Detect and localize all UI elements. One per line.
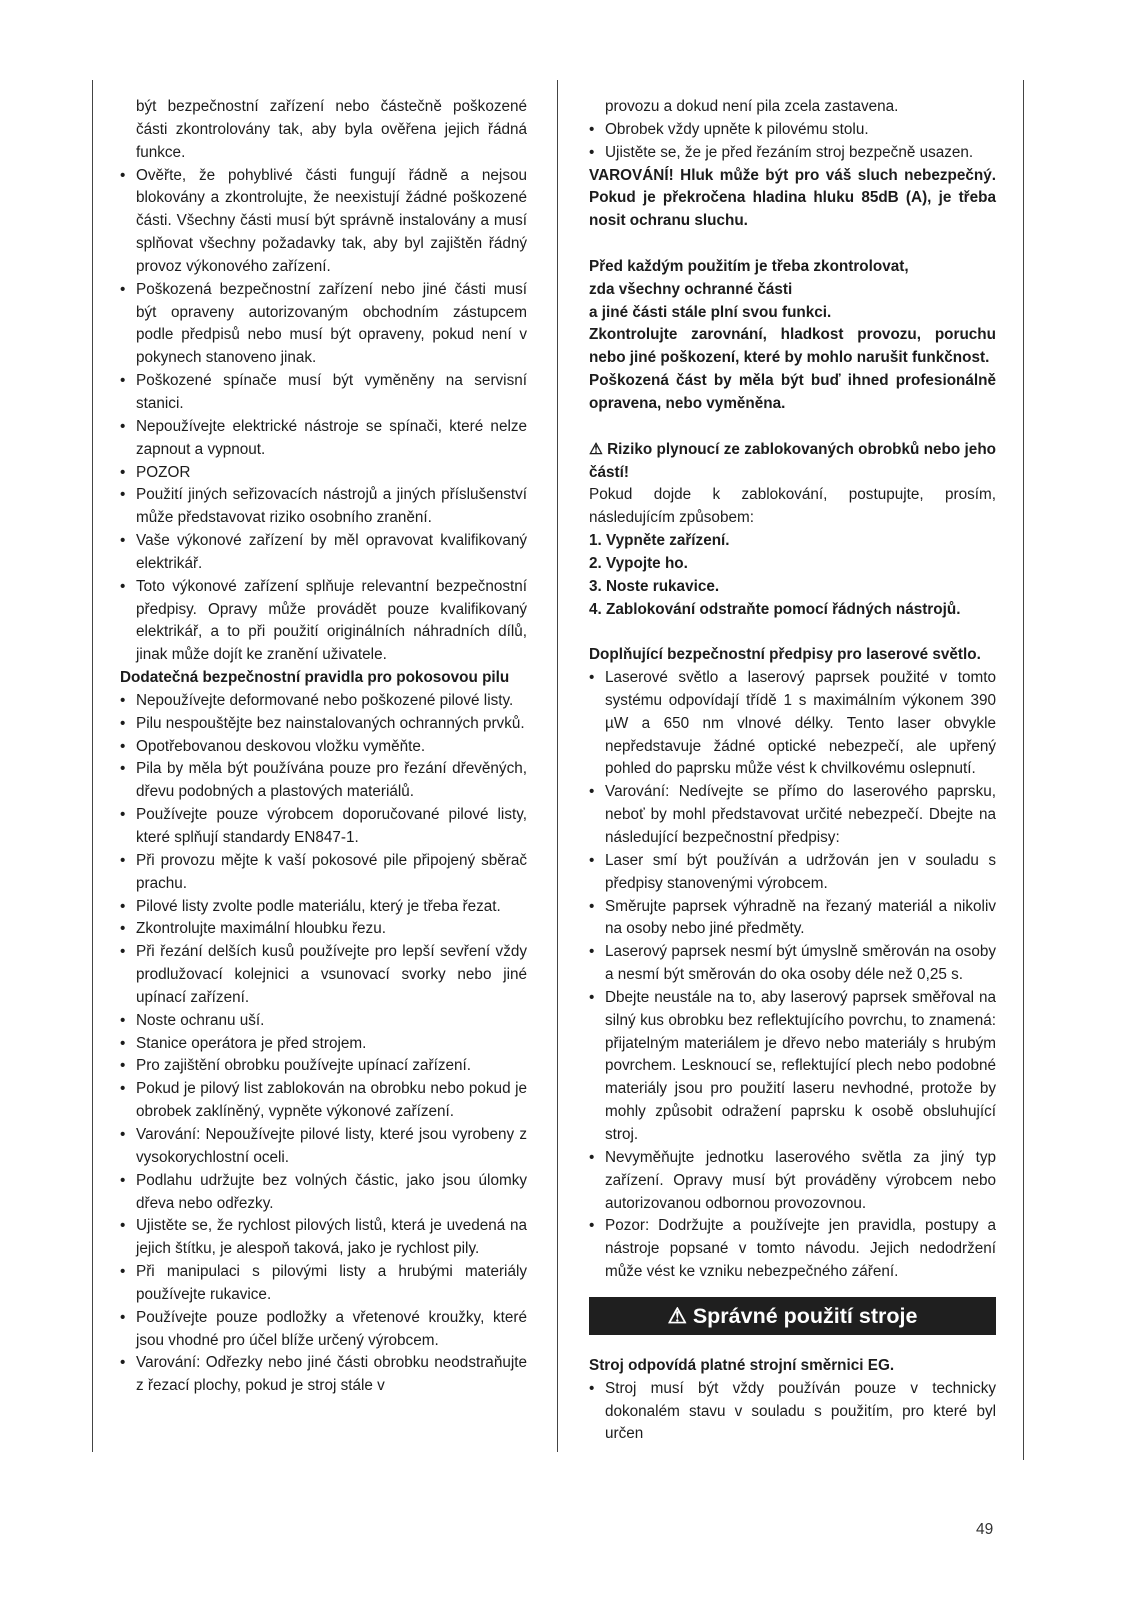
- intro-continuation: být bezpečnostní zařízení nebo částečně poškozené části zkontrolovány tak, aby byla ověřena jejich řádná funkce.: [136, 98, 527, 161]
- list-item: • Noste ochranu uší.: [120, 1010, 527, 1033]
- list-item: • Zkontrolujte maximální hloubku řezu.: [120, 918, 527, 941]
- list-item: • Ujistěte se, že rychlost pilových listů, která je uvedená na jejich štítku, je alespoň taková, jako je rychlost pily.: [120, 1215, 527, 1261]
- list-item: • Ujistěte se, že je před řezáním stroj bezpečně usazen.: [589, 142, 996, 165]
- list-item: • Pro zajištění obrobku používejte upínací zařízení.: [120, 1055, 527, 1078]
- section-banner: [589, 1297, 996, 1335]
- list-item: • Pila by měla být používána pouze pro řezání dřevěných, dřevu podobných a plastových materiálů.: [120, 758, 527, 804]
- check-line: Před každým použitím je třeba zkontrolovat,: [589, 257, 909, 275]
- list-item: • Nepoužívejte deformované nebo poškozené pilové listy.: [120, 690, 527, 713]
- list-item: • Pozor: Dodržujte a používejte jen pravidla, postupy a nástroje popsané v tomto návodu. Jejich nedodržení může vést ke vzniku nebezpečného záření.: [589, 1215, 996, 1284]
- check-line: a jiné části stále plní svou funkci.: [589, 303, 832, 321]
- continuation-text: provozu a dokud není pila zcela zastavena.: [605, 98, 899, 115]
- check-line: zda všechny ochranné části: [589, 280, 793, 298]
- list-item: • Stanice operátora je před strojem.: [120, 1033, 527, 1056]
- left-margin-rule: [92, 80, 93, 1452]
- list-item: • Při provozu mějte k vaší pokosové pile připojený sběrač prachu.: [120, 850, 527, 896]
- laser-heading: Doplňující bezpečnostní předpisy pro laserové světlo.: [589, 646, 981, 664]
- list-item: • Poškozené spínače musí být vyměněny na servisní stanici.: [120, 370, 527, 416]
- list-item: • Při manipulaci s pilovými listy a hrubými materiály používejte rukavice.: [120, 1261, 527, 1307]
- list-item: • Toto výkonové zařízení splňuje relevantní bezpečnostní předpisy. Opravy může provádět pouze kvalifikovaný elektrikář, a to při použití originálních náhradních dílů, jinak může dojít ke zranění uživatele.: [120, 576, 527, 667]
- saw-rules-list: [120, 690, 527, 1398]
- spacer: [589, 621, 996, 644]
- list-item: • Opotřebovanou deskovou vložku vyměňte.: [120, 736, 527, 759]
- list-item: • Podlahu udržujte bez volných částic, jako jsou úlomky dřeva nebo odřezky.: [120, 1170, 527, 1216]
- list-item: • Laser smí být používán a udržován jen v souladu s předpisy stanovenými výrobcem.: [589, 850, 996, 896]
- check-paragraph: Zkontrolujte zarovnání, hladkost provozu, poruchu nebo jiné poškození, které by mohlo narušit funkčnost.: [589, 326, 996, 367]
- list-item: • Poškozená bezpečnostní zařízení nebo jiné části musí být opraveny autorizovaným obchodním zástupcem podle předpisů nebo musí být opraveny, pokud není v pokynech stanoveno jinak.: [120, 279, 527, 370]
- eg-heading: Stroj odpovídá platné strojní směrnici EG.: [589, 1356, 895, 1374]
- list-item: • Vaše výkonové zařízení by měl opravovat kvalifikovaný elektrikář.: [120, 530, 527, 576]
- spacer: [589, 416, 996, 439]
- list-item: • Používejte pouze výrobcem doporučované pilové listy, které splňují standardy EN847-1.: [120, 804, 527, 850]
- list-item: • Varování: Nedívejte se přímo do laserového paprsku, neboť by mohl představovat určité nebezpečí. Dbejte na následující bezpečnostní předpisy:: [589, 781, 996, 850]
- safety-bullets-list: [120, 165, 527, 668]
- step-item: 1. Vypněte zařízení.: [589, 532, 730, 550]
- warning-triangle-icon: ⚠: [589, 440, 603, 458]
- list-item: • Obrobek vždy upněte k pilovému stolu.: [589, 119, 996, 142]
- right-margin-rule: [1023, 80, 1024, 1460]
- list-item: • Použití jiných seřizovacích nástrojů a jiných příslušenství může představovat riziko osobního zranění.: [120, 484, 527, 530]
- repair-paragraph: Poškozená část by měla být buď ihned profesionálně opravena, nebo vyměněna.: [589, 372, 996, 412]
- list-item: • Nevyměňujte jednotku laserového světla za jiný typ zařízení. Opravy musí být prováděny výrobcem nebo autorizovanou odbornou provozovnou.: [589, 1147, 996, 1216]
- blocked-intro: Pokud dojde k zablokování, postupujte, prosím, následujícím způsobem:: [589, 486, 996, 527]
- list-item: • Ověřte, že pohyblivé části fungují řádně a nejsou blokovány a zkontrolujte, že neexistují žádné poškozené části. Všechny části musí být správně instalovány a musí splňovat všechny požadavky tak, aby byl zajištěn řádný provoz výkonového zařízení.: [120, 165, 527, 279]
- list-item: • Nepoužívejte elektrické nástroje se spínači, které nelze zapnout a vypnout.: [120, 416, 527, 462]
- list-item: • Varování: Nepoužívejte pilové listy, které jsou vyrobeny z vysokorychlostní oceli.: [120, 1124, 527, 1170]
- list-item: • POZOR: [120, 462, 527, 485]
- spacer: [589, 233, 996, 256]
- saw-rules-heading: Dodatečná bezpečnostní pravidla pro pokosovou pilu: [120, 669, 510, 687]
- list-item: • Pilové listy zvolte podle materiálu, který je třeba řezat.: [120, 896, 527, 919]
- warning-triangle-icon: ⚠: [667, 1303, 687, 1328]
- page-number: 49: [976, 1521, 994, 1538]
- list-item: • Dbejte neustále na to, aby laserový paprsek směřoval na silný kus obrobku bez reflektujícího povrchu, to znamená: přijatelným materiálem je dřevo nebo materiály s hrubým povrchem. Lesknoucí se, reflektující plech nebo podobné materiály jsou pro použití laseru nevhodné, protože by mohly způsobit odražení paprsku k osobě obsluhující stroj.: [589, 987, 996, 1147]
- noise-warning: VAROVÁNÍ! Hluk může být pro váš sluch nebezpečný. Pokud je překročena hladina hluku 85dB (A), je třeba nosit ochranu sluchu.: [589, 166, 996, 230]
- step-item: 4. Zablokování odstraňte pomocí řádných nástrojů.: [589, 600, 961, 618]
- list-item: • Při řezání delších kusů používejte pro lepší sevření vždy prodlužovací kolejnici a vsunovací svorky nebo jiné upínací zařízení.: [120, 941, 527, 1010]
- blocked-heading-text: Riziko plynoucí ze zablokovaných obrobků nebo jeho částí!: [589, 440, 997, 481]
- laser-rules-list: [589, 667, 996, 1284]
- column-divider-rule: [557, 80, 558, 1452]
- section-banner-title: Správné použití stroje: [692, 1303, 918, 1328]
- blocked-heading: [589, 439, 996, 485]
- list-item: • Směrujte paprsek výhradně na řezaný materiál a nikoliv na osoby nebo jiné předměty.: [589, 896, 996, 942]
- list-item: • Varování: Odřezky nebo jiné části obrobku neodstraňujte z řezací plochy, pokud je stroj stále v: [120, 1352, 527, 1398]
- step-item: 2. Vypojte ho.: [589, 554, 688, 572]
- list-item: • Laserový paprsek nesmí být úmyslně směrován na osoby a nesmí být směrován do oka osoby déle než 0,25 s.: [589, 941, 996, 987]
- right-column: [589, 96, 996, 1446]
- list-item: • Laserové světlo a laserový paprsek použité v tomto systému odpovídají třídě 1 s maximálním výkonem 390 µW a 650 nm vlnové délky. Tento laser obvykle nepředstavuje žádné optické nebezpečí, ale upřený pohled do paprsku může vést k chvilkovému oslepnutí.: [589, 667, 996, 781]
- list-item: • Pilu nespouštějte bez nainstalovaných ochranných prvků.: [120, 713, 527, 736]
- left-column: [120, 96, 527, 1398]
- list-item: • Používejte pouze podložky a vřetenové kroužky, které jsou vhodné pro účel blíže určený výrobcem.: [120, 1307, 527, 1353]
- list-item: • Stroj musí být vždy používán pouze v technicky dokonalém stavu v souladu s použitím, pro které byl určen: [589, 1378, 996, 1447]
- step-item: 3. Noste rukavice.: [589, 577, 720, 595]
- list-item: • Pokud je pilový list zablokován na obrobku nebo pokud je obrobek zaklíněný, vypněte výkonové zařízení.: [120, 1078, 527, 1124]
